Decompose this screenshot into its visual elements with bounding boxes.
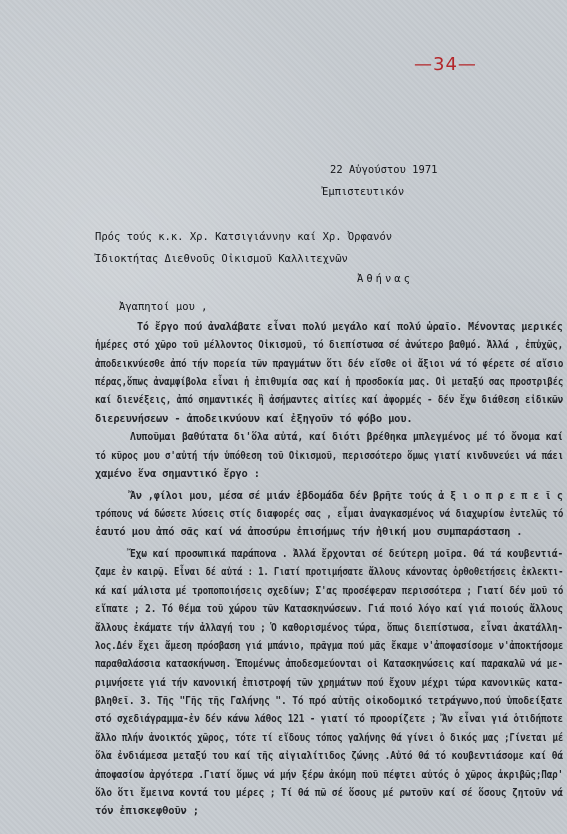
body-line: Τό ἔργο πού ἀναλάβατε εἶναι πολύ μεγάλο καί πολύ ὡραῖο. Μένοντας μερικές [137,321,563,333]
body-line: παραθαλάσσια κατασκήνωση. Ἑπομένως ἀποδεσμεύονται οἱ Κατασκηνώσεις καί παρακαλῶ νά με- [95,658,564,671]
body-line: Ἔχω καί προσωπικά παράπονα . Ἀλλά ἔρχονται σέ δεύτερη μοῖρα. Θά τά κουβεντιά- [130,548,564,561]
page-number-dash-left: — [414,54,433,75]
body-line: ἀποδεικνύεσθε ἀπό τήν πορεία τῶν πραγμάτων ὅτι δέν εἴσθε οἱ ἄξιοι νά τό φέρετε σέ αἴσιο [95,357,564,370]
page-number-value: 34 [433,54,458,75]
body-line: πέρας,ὅπως ἀναμφίβολα εἶναι ἡ ἐπιθυμία σας καί ἡ προσδοκία μας. Οἱ μεταξύ σας προστριβές [95,376,564,389]
body-line: εἴπατε ; 2. Τό θέμα τοῦ χώρου τῶν Κατασκηνώσεων. Γιά ποιό λόγο καί γιά ποιούς ἄλλους [95,603,563,616]
page-number [414,54,477,75]
body-line: καί διενέξεις, ἀπό σημαντικές ἢ ἀσήμαντες αἰτίες καί ἀφορμές - δέν ἔχω διάθεση εἰδικῶν [95,394,564,407]
body-line: χαμένο ἕνα σημαντικό ἔργο : [95,467,260,480]
body-line: ἄλλο πλήν ἀνοικτός χῶρος, τότε τί εἴδους τόπος γαλήνης θά γίνει ὁ δικός μας ;Γίνεται μέ [95,731,564,744]
body-line: τόν ἐπισκεφθοῦν ; [95,805,199,818]
body-line: ἀποφασίσω ἀργότερα .Γιατί ὅμως νά μήν ξέρω ἀκόμη ποῦ πέφτει αὐτός ὁ χῶρος ἀκριβῶς;Παρ' [95,768,564,781]
body-line: ὅλα ἐνδιάμεσα μεταξύ του καί τῆς αἰγιαλίτιδος ζώνης .Αὐτό θά τό κουβεντιάσομε καί θά [95,750,563,763]
body-line: ζαμε ἐν καιρῷ. Εἶναι δέ αὐτά : 1. Γιατί προτιμήσατε ἄλλους κάνοντας ὀρθοθετήσεις ἐκλεκτι- [95,566,564,579]
letter-date: 22 Αὐγούστου 1971 [330,164,438,176]
salutation: Ἀγαπητοί μου , [119,301,208,313]
body-line: ριμνήσετε γιά τήν κανονική ἐπιστροφή τῶν χρημάτων πού ἔχουν μέχρι τώρα κανονικῶς κατα- [95,676,564,689]
body-line: κά καί μάλιστα μέ τροποποιήσεις σχεδίων; Σ'ας προσέφεραν περισσότερα ; Γιατί δέν μοῦ τό [95,584,564,597]
body-line: ὅλο ὅτι ἔμεινα κοντά του μέρες ; Τί θά πῶ σέ ὅσους μέ ρωτοῦν καί σέ ὅσους ζητοῦν νά [95,786,563,799]
recipient-line-1: Πρός τούς κ.κ. Χρ. Κατσιγιάννην καί Χρ. Ὀρφανόν [95,231,393,243]
body-line: λος.Δέν ἔχει ἄμεση πρόσβαση γιά μπάνιο, πρᾶγμα πού μᾶς ἔκαμε ν'ἀποφασίσομε ν'ἀποκτήσομε [95,639,564,652]
body-line: ἄλλους ἐκάματε τήν ἀλλαγή του ; Ὁ καθορισμένος τώρα, ὅπως διεπίστωσα, εἶναι ἀκατάλλη- [95,621,563,634]
classification-label: Ἐμπιστευτικόν [322,186,405,198]
body-line: Ἄν ,φίλοι μου, μέσα σέ μιάν ἑβδομάδα δέν βρῆτε τούς ἀ ξ ι ο π ρ ε π ε ῖ ς [130,489,563,502]
body-line: στό σχεδιάγραμμα-ἐν δέν κάνω λάθος 121 - γιατί τό προορίζετε ; Ἄν εἶναι γιά ὁτιδήποτε [95,713,563,726]
body-line: διερευνήσεων - ἀποδεικνύουν καί ἐξηγοῦν τό φόβο μου. [95,412,413,425]
body-line: Λυποῦμαι βαθύτατα δι'ὅλα αὐτά, καί διότι βρέθηκα μπλεγμένος μέ τό ὄνομα καί [130,431,563,444]
recipient-city: Ἀθήνας [357,273,413,285]
body-line: τρόπους νά δώσετε λύσεις στίς διαφορές σας , εἶμαι ἀναγκασμένος νά διαχωρίσω ἐντελῶς τό [95,508,564,521]
body-line: τό κῦρος μου σ'αὐτή τήν ὑπόθεση τοῦ Οἰκισμοῦ, περισσότερο ὅμως γιατί κινδυνεύει νά πάει [95,449,564,462]
body-line: βληθεῖ. 3. Τῆς "Γῆς τῆς Γαλήνης ". Τό πρό αὐτῆς οἰκοδομικό τετράγωνο,πού ὑποδείξατε [95,695,563,708]
body-line: ἑαυτό μου ἀπό σᾶς καί νά ἀποσύρω ἐπισήμως τήν ἠθική μου συμπαράσταση . [95,526,523,539]
body-line: ἡμέρες στό χῶρο τοῦ μέλλοντος Οἰκισμοῦ, τό διεπίστωσα σέ ἀνώτερο βαθμό. Ἀλλά , ἐπὐχῶς, [95,339,564,352]
recipient-line-2: Ἰδιοκτήτας Διεθνοῦς Οἰκισμοῦ Καλλιτεχνῶν [95,253,348,265]
page-number-dash-right: — [457,54,477,75]
